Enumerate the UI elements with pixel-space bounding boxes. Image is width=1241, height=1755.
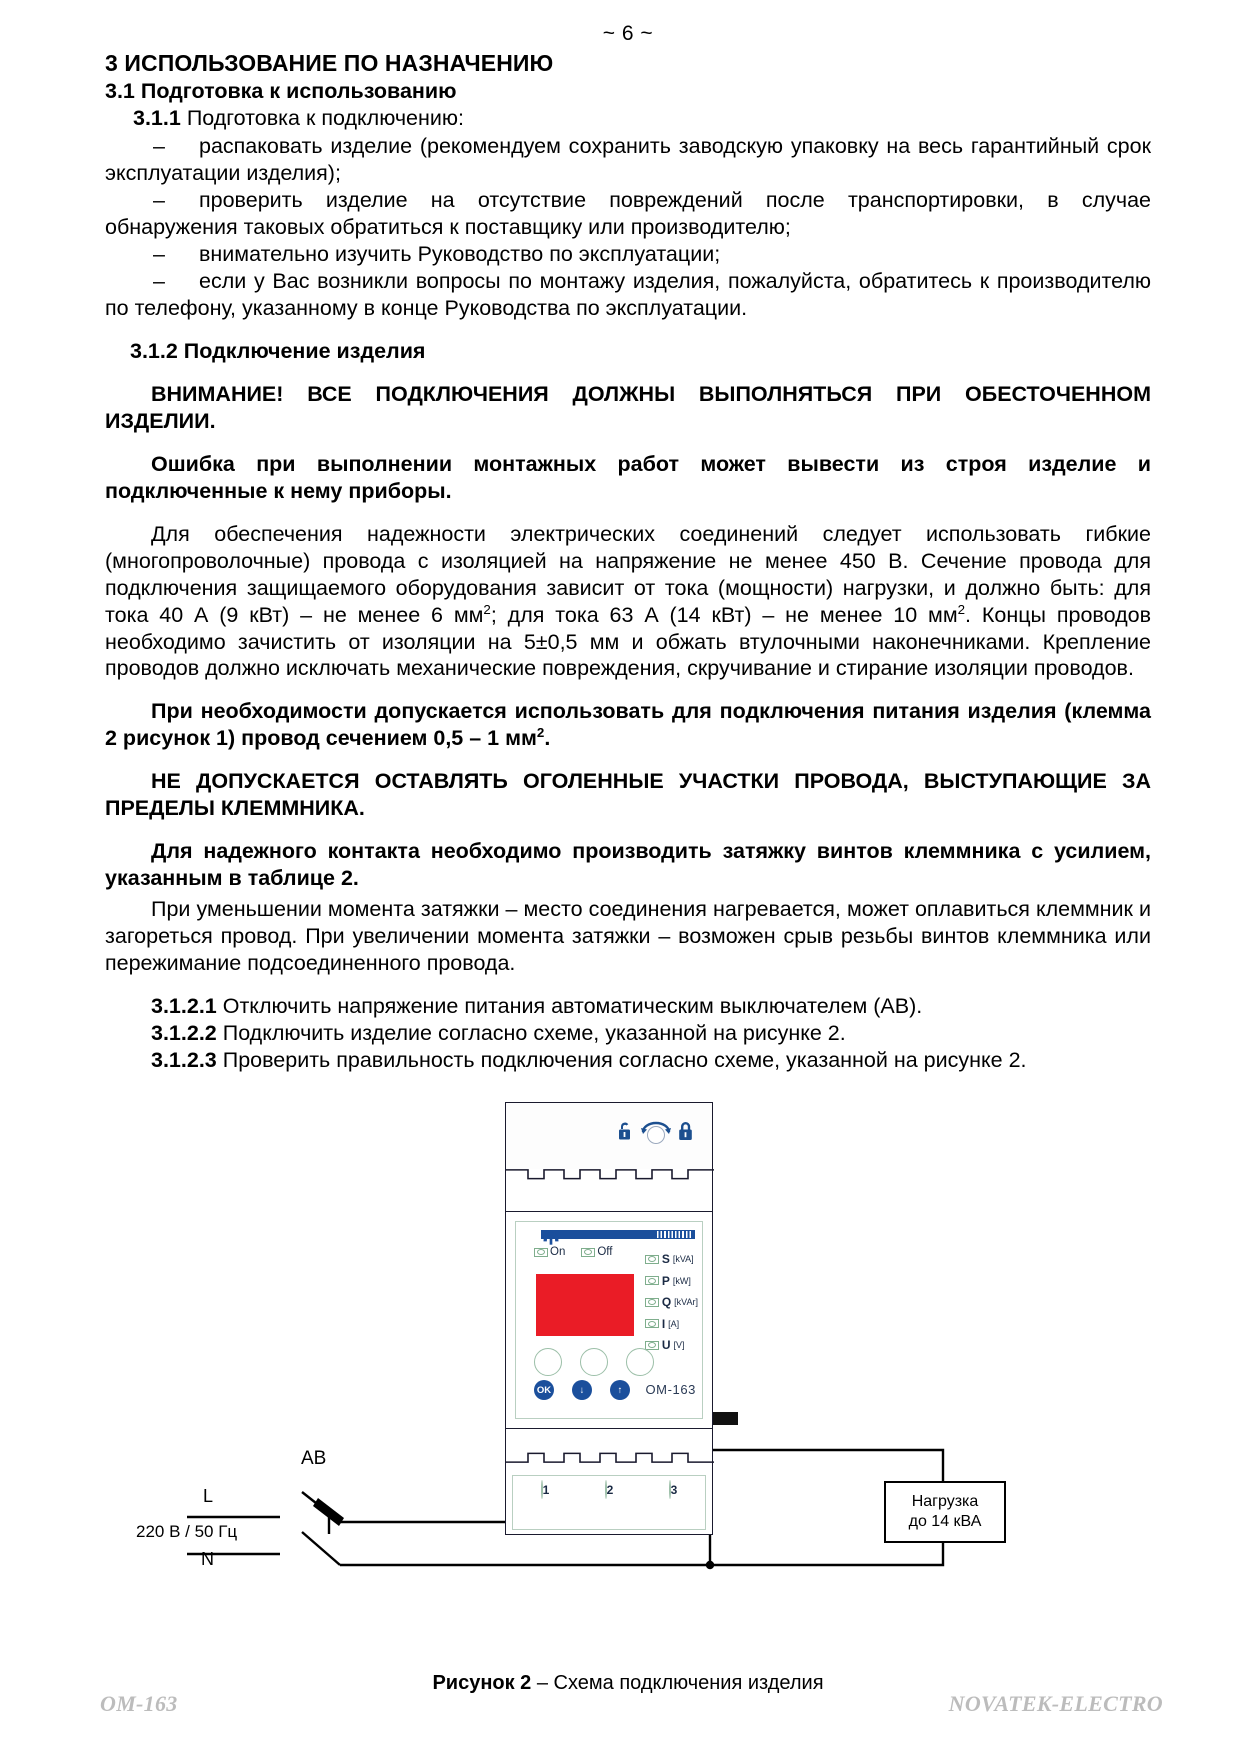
led-icon (645, 1298, 659, 1307)
indicator-unit: [kW] (672, 1275, 691, 1286)
steps-list (105, 993, 1151, 1074)
step-text: Проверить правильность подключения согласно схеме, указанной на рисунке 2. (222, 1048, 1027, 1073)
bullet-dash: – (153, 134, 165, 158)
bullet-text: распаковать изделие (рекомендуем сохранить заводскую упаковку на весь гарантийный срок эксплуатации изделия); (105, 134, 1151, 185)
footer-model: OM-163 (100, 1691, 178, 1716)
subsubsection-heading (105, 106, 1151, 131)
step-text: Отключить напряжение питания автоматическим выключателем (АВ). (222, 994, 923, 1019)
neutral-conductor-label: N (201, 1549, 214, 1570)
novatek-logo-icon (541, 1228, 561, 1248)
step-item (105, 1047, 1151, 1074)
connect-heading: 3.1.2 Подключение изделия (130, 338, 426, 363)
line-conductor-label: L (203, 1486, 214, 1507)
indicator-apparent-power (645, 1252, 698, 1266)
wire-spec-part-a: Для обеспечения надежности электрических соединений следует использовать гибкие (многопроволочные) провода с изоляцией на напряжение не менее 450 В. Сечение провода для подключения защищаемого оборудования зависит от тока (мощности) нагрузки, и должно быть: для тока 40 А (9 кВт) – не менее 6 мм (105, 521, 1151, 627)
indicator-label: Off (597, 1246, 613, 1259)
led-icon (645, 1276, 659, 1285)
supply-wire-text: При необходимости допускается использовать для подключения питания изделия (клемма 2 рисунок 1) провод сечением 0,5 – 1 мм (105, 699, 1151, 751)
load-box (884, 1481, 1006, 1543)
device-model-label: OM-163 (645, 1382, 696, 1398)
knob-2[interactable] (580, 1348, 608, 1376)
notch-profile-bottom (506, 1449, 714, 1463)
torque-warning: Для надежного контакта необходимо производить затяжку винтов клеммника с усилием, указанным в таблице 2. (105, 839, 1151, 891)
up-button[interactable]: ↑ (610, 1380, 630, 1400)
step-number: 3.1.2.3 (151, 1048, 217, 1073)
indicator-symbol: Q (661, 1295, 672, 1310)
brand-bar (541, 1230, 695, 1239)
lock-icon (676, 1120, 696, 1144)
indicator-unit: [A] (668, 1318, 680, 1329)
down-button[interactable]: ↓ (572, 1380, 592, 1400)
bullet-item-2 (105, 187, 1151, 241)
bullet-item-1 (105, 133, 1151, 187)
device-display-screen (536, 1274, 634, 1336)
subsubsection-text: Подготовка к подключению: (186, 106, 464, 130)
led-icon (645, 1319, 659, 1328)
terminal-2 (605, 1481, 614, 1499)
terminal-row (513, 1476, 705, 1499)
subsection-heading: 3.1 Подготовка к использованию (105, 79, 457, 103)
terminal-number: 1 (542, 1483, 550, 1498)
wire-spec-part-c: . Концы проводов необходимо зачистить от изоляции на 5±0,5 мм и обжать втулочными наконечниками. Крепление проводов должно исключать механические повреждения, скручивание и стирание изоляции проводов. (105, 602, 1151, 681)
supply-wire-period: . (544, 726, 551, 751)
notch-profile (506, 1169, 714, 1183)
page-footer (0, 1691, 1241, 1717)
terminal-number: 3 (670, 1483, 678, 1498)
wire-spec-part-b: ; для тока 63 А (14 кВт) – не менее 10 мм (490, 602, 958, 627)
step-number: 3.1.2.2 (151, 1021, 217, 1046)
bullet-item-4 (105, 268, 1151, 322)
device-front-face (505, 1211, 713, 1429)
knob-1[interactable] (534, 1348, 562, 1376)
terminal-number: 2 (606, 1483, 614, 1498)
subsubsection-number: 3.1.1 (133, 106, 181, 130)
footer-company: NOVATEK-ELECTRO (948, 1691, 1163, 1716)
device-din-notch-strip (505, 1169, 713, 1211)
torque-detail-paragraph: При уменьшении момента затяжки – место соединения нагревается, может оплавиться клеммник и загореться провод. При увеличении момента затяжки – возможен срыв резьбы винтов клеммника или пережимание подсоединенного провода. (105, 897, 1151, 976)
indicator-symbol: S (661, 1252, 670, 1267)
indicator-current (645, 1317, 698, 1331)
supply-wire-paragraph (105, 698, 1151, 752)
section-heading: 3 ИСПОЛЬЗОВАНИЕ ПО НАЗНАЧЕНИЮ (105, 50, 554, 76)
step-item (105, 993, 1151, 1020)
step-text: Подключить изделие согласно схеме, указанной на рисунке 2. (222, 1021, 846, 1046)
terminal-1 (541, 1481, 550, 1499)
superscript-two: 2 (957, 601, 966, 617)
terminal-inner-frame (512, 1475, 706, 1530)
indicator-unit: [kVA] (672, 1254, 694, 1265)
indicator-active-power (645, 1274, 698, 1288)
indicator-symbol: I (661, 1316, 666, 1331)
led-icon (581, 1248, 595, 1257)
step-item (105, 1020, 1151, 1047)
unlock-icon (616, 1120, 636, 1144)
indicator-label: On (550, 1246, 566, 1259)
bullet-text: внимательно изучить Руководство по эксплуатации; (199, 241, 721, 266)
device-top-shell (505, 1102, 713, 1169)
bullet-dash: – (153, 187, 165, 212)
bullet-text: проверить изделие на отсутствие повреждений после транспортировки, в случае обнаружения таковых обратиться к поставщику или производителю; (105, 187, 1151, 239)
load-box-line-2: до 14 кВА (908, 1513, 982, 1531)
figure-caption-number: Рисунок 2 (432, 1672, 532, 1695)
measurement-indicator-list (645, 1252, 698, 1352)
bullet-item-3 (105, 241, 1151, 268)
bullet-text: если у Вас возникли вопросы по монтажу изделия, пожалуйста, обратитесь к производителю по телефону, указанному в конце Руководства по эксплуатации. (105, 268, 1151, 320)
indicator-unit: [V] (673, 1340, 685, 1351)
error-warning: Ошибка при выполнении монтажных работ может вывести из строя изделие и подключенные к нему приборы. (105, 451, 1151, 503)
knob-3[interactable] (626, 1348, 654, 1376)
device-bottom-strip (505, 1429, 713, 1469)
figure-wiring-diagram (105, 1102, 1151, 1662)
page-number: ~ 6 ~ (602, 22, 654, 45)
device-om163 (505, 1102, 713, 1535)
ok-button[interactable]: OK (534, 1380, 554, 1400)
device-terminal-block (505, 1469, 713, 1535)
bullet-dash: – (153, 268, 165, 293)
attention-warning: ВНИМАНИЕ! ВСЕ ПОДКЛЮЧЕНИЯ ДОЛЖНЫ ВЫПОЛНЯТЬСЯ ПРИ ОБЕСТОЧЕННОМ ИЗДЕЛИИ. (105, 381, 1151, 433)
figure-caption-text: – Схема подключения изделия (531, 1672, 824, 1695)
wire-spec-paragraph (105, 521, 1151, 683)
load-box-line-1: Нагрузка (911, 1493, 979, 1511)
adjustment-knob-row (534, 1348, 654, 1376)
no-bare-wire-warning: НЕ ДОПУСКАЕТСЯ ОСТАВЛЯТЬ ОГОЛЕННЫЕ УЧАСТКИ ПРОВОДА, ВЫСТУПАЮЩИЕ ЗА ПРЕДЕЛЫ КЛЕММНИКА. (105, 769, 1151, 821)
led-icon (534, 1248, 548, 1257)
indicator-symbol: U (661, 1338, 671, 1353)
button-row (534, 1380, 630, 1400)
supply-voltage-label: 220 В / 50 Гц (136, 1522, 238, 1542)
step-number: 3.1.2.1 (151, 994, 217, 1019)
device-panel (515, 1221, 703, 1419)
breaker-label: АВ (301, 1448, 327, 1470)
terminal-3 (669, 1481, 678, 1499)
bullet-dash: – (153, 241, 165, 266)
indicator-symbol: P (661, 1273, 670, 1288)
lock-indicator-group (616, 1119, 696, 1145)
superscript-two: 2 (483, 601, 491, 617)
superscript-two: 2 (536, 725, 545, 741)
rotate-arrow-icon (639, 1119, 673, 1145)
indicator-reactive-power (645, 1295, 698, 1309)
indicator-off (581, 1246, 612, 1258)
led-icon (645, 1255, 659, 1264)
indicator-unit: [kVAr] (674, 1297, 698, 1308)
